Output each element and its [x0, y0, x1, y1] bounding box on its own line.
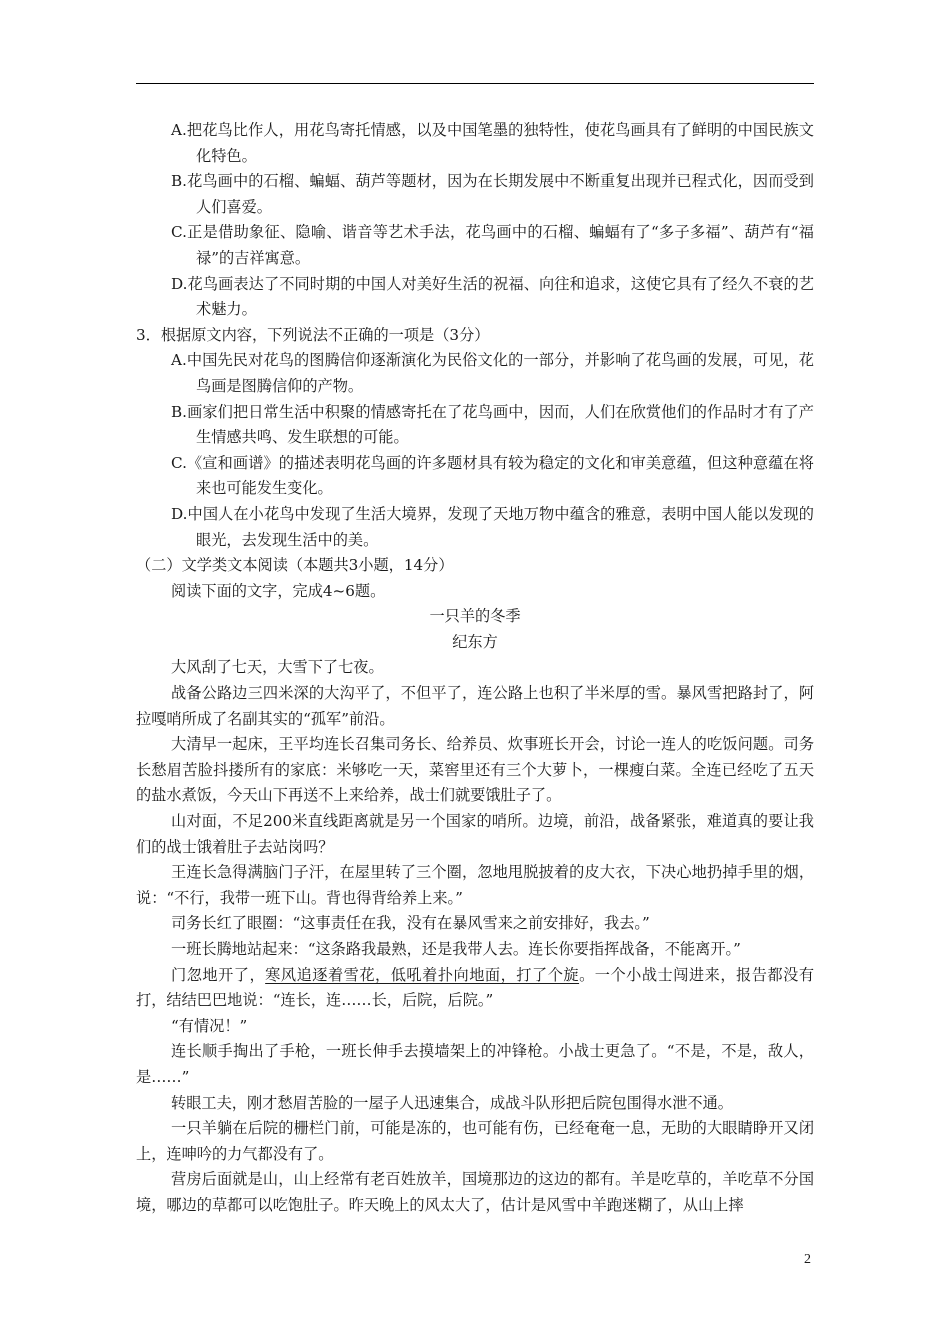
option-q2-d: D.花鸟画表达了不同时期的中国人对美好生活的祝福、向往和追求，这使它具有了经久不衰的艺术魅力。 — [171, 274, 814, 319]
option-q3-a: A.中国先民对花鸟的图腾信仰逐渐演化为民俗文化的一部分，并影响了花鸟画的发展，可见，花鸟画是图腾信仰的产物。 — [171, 351, 814, 395]
story-paragraph: 大清早一起床，王平均连长召集司务长、给养员、炊事班长开会，讨论一连人的吃饭问题。司务长愁眉苦脸抖搂所有的家底：米够吃一天，菜窖里还有三个大萝卜，一棵瘦白菜。全连已经吃了五天的盐水煮饭，今天山下再送不上来给养，战士们就要饿肚子了。 — [136, 735, 814, 805]
text-segment: 。一个小战士闯进来，报告都没有打，结结巴巴地说：“连长，连……长，后院，后院。” — [136, 965, 814, 1010]
story-paragraph: 大风刮了七天，大雪下了七夜。 — [171, 658, 384, 677]
story-paragraph: 营房后面就是山，山上经常有老百姓放羊，国境那边的这边的都有。羊是吃草的，羊吃草不分国境，哪边的草都可以吃饱肚子。昨天晚上的风太大了，估计是风雪中羊跑迷糊了，从山上摔 — [136, 1170, 814, 1214]
section-instruction: 阅读下面的文字，完成4~6题。 — [171, 581, 386, 600]
section-heading: （二）文学类文本阅读（本题共3小题，14分） — [136, 556, 454, 575]
story-paragraph: 转眼工夫，刚才愁眉苦脸的一屋子人迅速集合，成战斗队形把后院包围得水泄不通。 — [171, 1093, 733, 1112]
story-paragraph: 山对面，不足200米直线距离就是另一个国家的哨所。边境，前沿，战备紧张，难道真的要让我们的战士饿着肚子去站岗吗？ — [136, 812, 814, 856]
story-paragraph: 战备公路边三四米深的大沟平了，不但平了，连公路上也积了半米厚的雪。暴风雪把路封了，阿拉嘎哨所成了名副其实的“孤军”前沿。 — [136, 684, 814, 728]
story-title: 一只羊的冬季 — [429, 607, 521, 626]
story-paragraph: 连长顺手掏出了手枪，一班长伸手去摸墙架上的冲锋枪。小战士更急了。“不是，不是，敌人，是……” — [136, 1042, 814, 1086]
story-paragraph: 一班长腾地站起来：“这条路我最熟，还是我带人去。连长你要指挥战备，不能离开。” — [171, 940, 741, 958]
page-number: 2 — [804, 1252, 811, 1267]
option-q2-b: B.花鸟画中的石榴、蝙蝠、葫芦等题材，因为在长期发展中不断重复出现并已程式化，因而受到人们喜爱。 — [171, 172, 814, 216]
header-rule — [136, 83, 814, 84]
option-q2-a: A.把花鸟比作人，用花鸟寄托情感，以及中国笔墨的独特性，使花鸟画具有了鲜明的中国民族文化特色。 — [171, 121, 814, 165]
option-q2-c: C.正是借助象征、隐喻、谐音等艺术手法，花鸟画中的石榴、蝙蝠有了“多子多福”、葫芦有“福禄”的吉祥寓意。 — [171, 223, 814, 267]
option-q3-c: C.《宣和画谱》的描述表明花鸟画的许多题材具有较为稳定的文化和审美意蕴，但这种意蕴在将来也可能发生变化。 — [171, 453, 814, 498]
option-q3-d: D.中国人在小花鸟中发现了生活大境界，发现了天地万物中蕴含的雅意，表明中国人能以发现的眼光，去发现生活中的美。 — [171, 504, 814, 549]
story-paragraph: “有情况！” — [171, 1016, 248, 1035]
story-author: 纪东方 — [452, 632, 498, 651]
story-paragraph — [136, 963, 814, 1014]
text-segment: 门忽地开了， — [171, 965, 266, 984]
story-paragraph: 一只羊躺在后院的栅栏门前，可能是冻的，也可能有伤，已经奄奄一息，无助的大眼睛睁开又闭上，连呻吟的力气都没有了。 — [136, 1119, 814, 1163]
question-3-stem: 3．根据原文内容，下列说法不正确的一项是（3分） — [136, 325, 490, 344]
story-paragraph: 王连长急得满脑门子汗，在屋里转了三个圈，忽地甩脱披着的皮大衣，下决心地扔掉手里的烟，说：“不行，我带一班下山。背也得背给养上来。” — [136, 863, 814, 907]
page-content — [136, 118, 814, 1219]
underlined-sentence: 寒风追逐着雪花，低吼着扑向地面，打了个旋 — [265, 965, 580, 984]
story-paragraph: 司务长红了眼圈：“这事责任在我，没有在暴风雪来之前安排好，我去。” — [171, 914, 650, 933]
option-q3-b: B.画家们把日常生活中积聚的情感寄托在了花鸟画中，因而，人们在欣赏他们的作品时才有了产生情感共鸣、发生联想的可能。 — [171, 402, 814, 447]
